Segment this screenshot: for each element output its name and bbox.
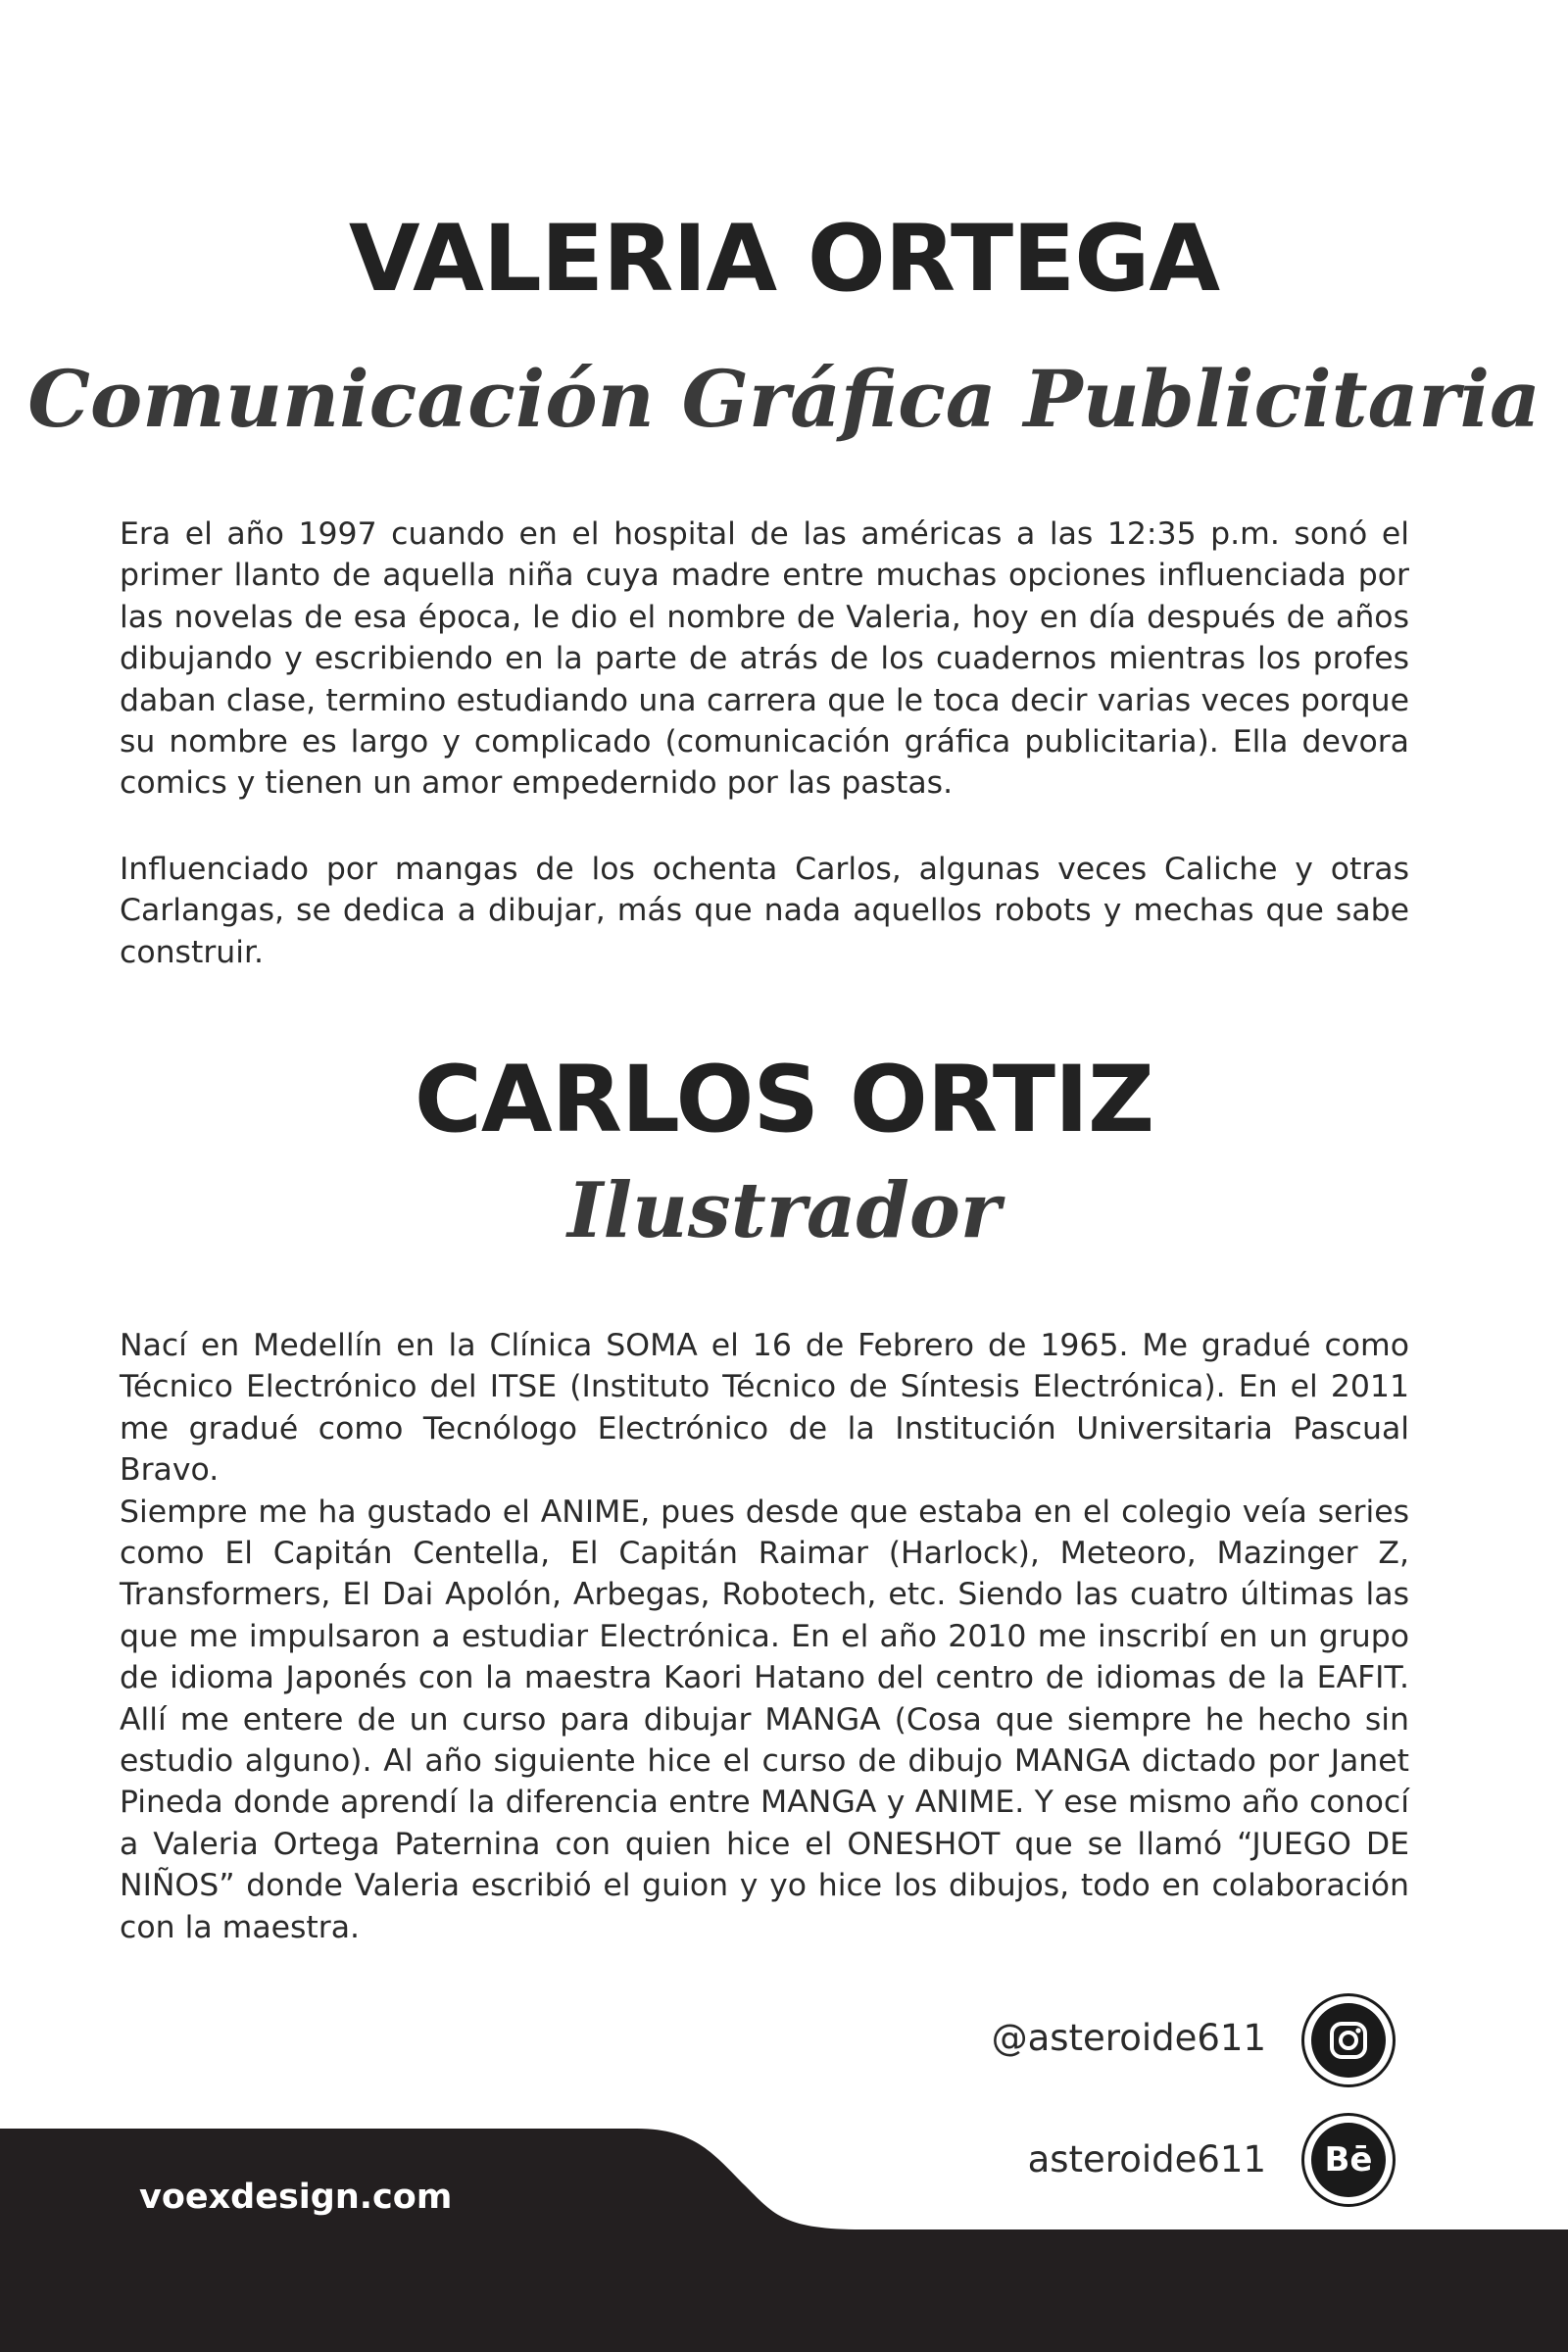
bio-paragraph-carlos: Nací en Medellín en la Clínica SOMA el 16 de Febrero de 1965. Me gradué como Técnico Electrónico del ITSE (Instituto Técnico de Síntesis Electrónica). En el 2011 me gradué como Tecnólogo Electrónico de la Institución Universitaria Pascual Bravo. Siempre me ha gustado el ANIME, pues desde que estaba en el colegio veía series como El Capitán Centella, El Capitán Raimar (Harlock), Meteoro, Mazinger Z, Transformers, El Dai Apolón, Arbegas, Robotech, etc. Siendo las cuatro últimas las que me impulsaron a estudiar Electrónica. En el año 2010 me inscribí en un grupo de idioma Japonés con la maestra Kaori Hatano del centro de idiomas de la EAFIT. Allí me entere de un curso para dibujar MANGA (Cosa que siempre he hecho sin estudio alguno). Al año siguiente hice el curso de dibujo MANGA dictado por Janet Pineda donde aprendí la diferencia entre MANGA y ANIME. Y ese mismo año conocí a Valeria Ortega Paternina con quien hice el ONESHOT que se llamó “JUEGO DE NIÑOS” donde Valeria escribió el guion y yo hice los dibujos, todo en colaboración con la maestra. — [120, 1328, 1409, 1945]
author-name-valeria: VALERIA ORTEGA — [348, 206, 1220, 313]
instagram-icon-disc — [1311, 2003, 1386, 2078]
bio-paragraph-carlos-intro: Influenciado por mangas de los ochenta Carlos, algunas veces Caliche y otras Carlangas, se dedica a dibujar, más que nada aquellos robots y mechas que sabe construir. — [120, 852, 1409, 970]
website-link[interactable]: voexdesign.com — [139, 2178, 453, 2217]
author-role-carlos: Ilustrador — [566, 1166, 1002, 1255]
bio-paragraph-valeria: Era el año 1997 cuando en el hospital de las américas a las 12:35 p.m. sonó el primer llanto de aquella niña cuya madre entre muchas opciones influenciada por las novelas de esa época, le dio el nombre de Valeria, hoy en día después de años dibujando y escribiendo en la parte de atrás de los cuadernos mientras los profes daban clase, termino estudiando una carrera que le toca decir varias veces porque su nombre es largo y complicado (comunicación gráfica publicitaria). Ella devora comics y tienen un amor empedernido por las pastas. — [120, 516, 1409, 802]
instagram-icon[interactable] — [1301, 1993, 1396, 2087]
behance-icon[interactable] — [1301, 2113, 1396, 2207]
behance-icon-disc — [1311, 2123, 1386, 2197]
behance-handle[interactable]: asteroide611 — [1027, 2138, 1266, 2180]
author-name-carlos: CARLOS ORTIZ — [414, 1047, 1154, 1153]
instagram-handle[interactable]: @asteroide611 — [991, 2017, 1266, 2059]
behance-label: Bē — [1324, 2140, 1373, 2180]
instagram-glyph-icon — [1311, 2003, 1386, 2078]
author-role-valeria: Comunicación Gráfica Publicitaria — [27, 353, 1541, 445]
